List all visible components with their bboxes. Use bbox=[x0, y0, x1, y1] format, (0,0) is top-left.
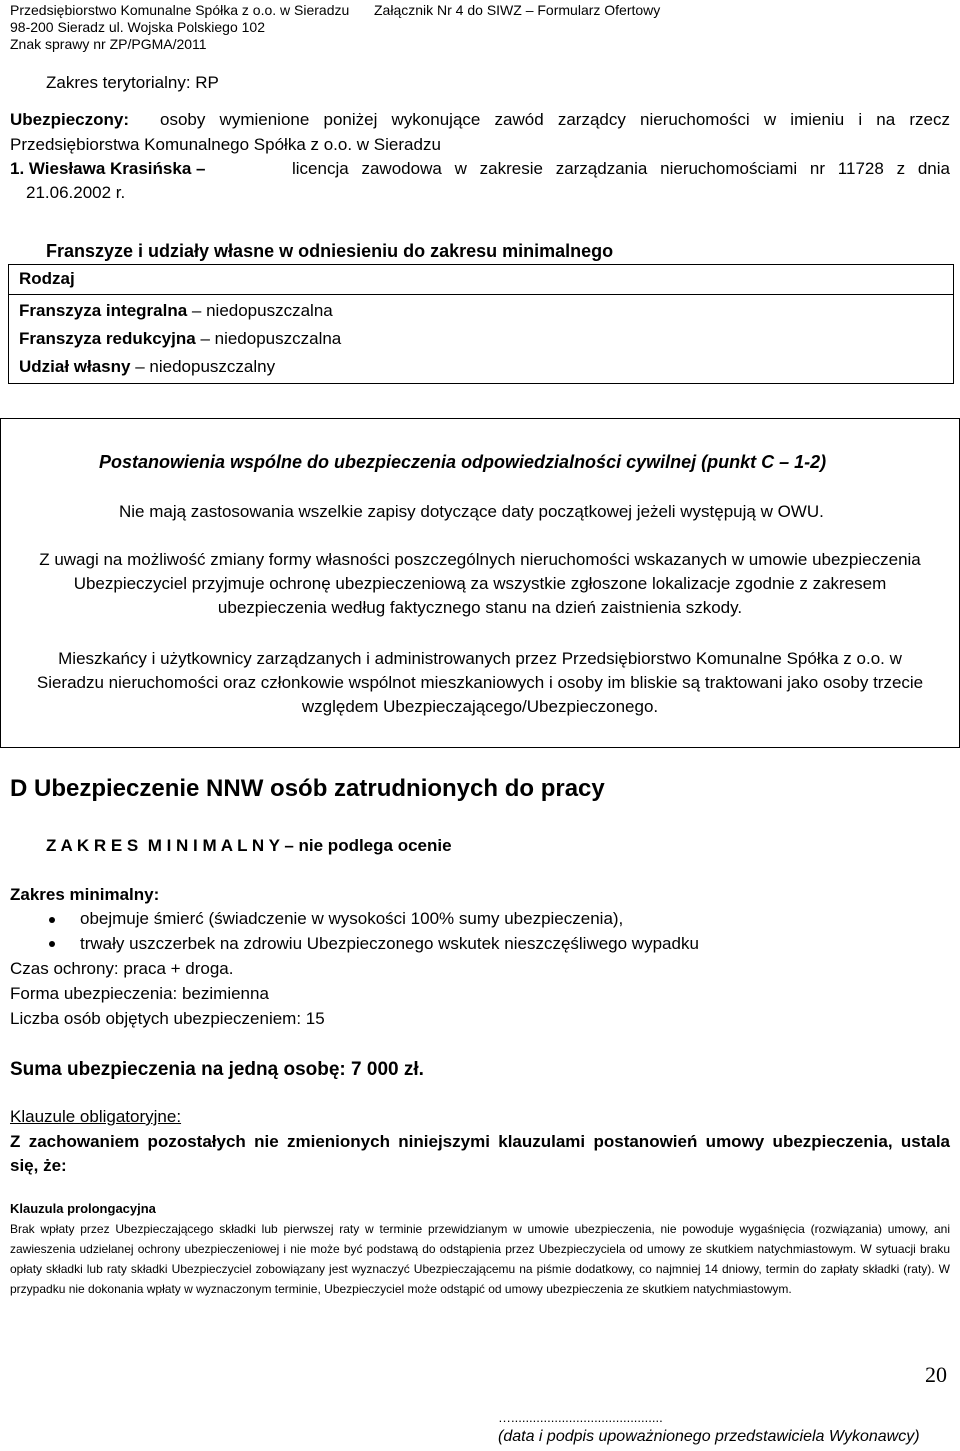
common-provisions-title: Postanowienia wspólne do ubezpieczenia odpowiedzialności cywilnej (punkt C – 1-2) bbox=[99, 452, 827, 472]
common-provisions-p2-line3: ubezpieczenia według faktycznego stanu na dzień zaistnienia szkody. bbox=[217, 598, 743, 617]
header-company: Przedsiębiorstwo Komunalne Spółka z o.o. w Sieradzu bbox=[10, 2, 350, 18]
franchise-row-value: – niedopuszczalna bbox=[191, 301, 333, 320]
common-provisions-p2-line2: Ubezpieczyciel przyjmuje ochronę ubezpieczeniową za wszystkie zgłoszone lokalizacje zgodnie z zakresem bbox=[73, 574, 887, 593]
common-provisions-p1: Nie mają zastosowania wszelkie zapisy dotyczące daty początkowej jeżeli występują w OWU. bbox=[119, 502, 824, 521]
table-divider bbox=[9, 294, 953, 295]
franchise-column-header: Rodzaj bbox=[19, 269, 75, 288]
mandatory-clauses-label: Klauzule obligatoryjne: bbox=[10, 1107, 182, 1126]
franchise-row-label: Franszyza redukcyjna bbox=[19, 329, 196, 348]
common-provisions-p3-line1: Mieszkańcy i użytkownicy zarządzanych i administrowanych przez Przedsiębiorstwo Komunalne Spółka z o.o. w bbox=[58, 649, 902, 668]
header-address: 98-200 Sieradz ul. Wojska Polskiego 102 bbox=[10, 19, 266, 35]
insured-person-name: 1. Wiesława Krasińska – bbox=[10, 159, 206, 178]
prolongation-clause-text: Brak wpłaty przez Ubezpieczającego składki lub pierwszej raty w terminie przewidzianym w umowie ubezpieczenia, nie powoduje wygaśnięcia (rozwiązania) umowy, ani zawieszenia udzielanej ochrony ubezpieczeniowej i nie może być podstawą do odstąpienia przez Ubezpieczyciela od umowy ze skutkiem natychmiastowym. W sytuacji braku opłaty składki lub raty składki Ubezpieczyciel zobowiązany jest wyznaczyć Ubezpieczającemu na piśmie dodatkowy, co najmniej 14 dniowy, termin do zapłaty składki (raty). W przypadku nie dokonania wpłaty w wyznaczonym terminie, Ubezpieczyciel może odstąpić od umowy ubezpieczenia ze skutkiem natychmiastowym. bbox=[10, 1222, 950, 1296]
section-d-subtitle: Z A K R E S M I N I M A L N Y – nie podlega ocenie bbox=[46, 836, 452, 855]
minimum-scope-label bbox=[10, 884, 159, 906]
insured-person-date: 21.06.2002 r. bbox=[26, 183, 126, 202]
minimum-scope-label-text: Zakres minimalny: bbox=[10, 885, 160, 904]
insured-line-2: Przedsiębiorstwa Komunalnego Spółka z o.o. w Sieradzu bbox=[10, 135, 441, 154]
bullet-icon bbox=[49, 941, 55, 947]
protection-time: Czas ochrony: praca + droga. bbox=[10, 959, 234, 978]
franchise-row-value: – niedopuszczalny bbox=[135, 357, 276, 376]
franchise-row-label: Udział własny bbox=[19, 357, 131, 376]
insured-line-1: osoby wymienione poniżej wykonujące zawód zarządcy nieruchomości w imieniu i na rzecz bbox=[160, 110, 950, 129]
franchise-row-integral bbox=[19, 300, 333, 322]
clauses-intro-line2: się, że: bbox=[10, 1156, 67, 1175]
signature-dots: ….......................................... bbox=[498, 1410, 663, 1425]
franchise-row-reduction bbox=[19, 328, 341, 350]
prolongation-clause-title: Klauzula prolongacyjna bbox=[10, 1201, 156, 1216]
insured-persons-count: Liczba osób objętych ubezpieczeniem: 15 bbox=[10, 1009, 325, 1028]
section-d-title: D Ubezpieczenie NNW osób zatrudnionych do pracy bbox=[10, 775, 605, 802]
header-case-number: Znak sprawy nr ZP/PGMA/2011 bbox=[10, 36, 207, 52]
insured-person-licence: licencja zawodowa w zakresie zarządzania nieruchomościami nr 11728 z dnia bbox=[292, 159, 950, 178]
bullet-icon bbox=[49, 917, 55, 923]
franchise-row-own-share bbox=[19, 356, 275, 378]
signature-caption: (data i podpis upoważnionego przedstawiciela Wykonawcy) bbox=[498, 1428, 920, 1445]
franchise-row-label: Franszyza integralna bbox=[19, 301, 188, 320]
common-provisions-box bbox=[0, 418, 960, 748]
insured-label: Ubezpieczony: bbox=[10, 110, 130, 129]
clauses-intro-line1: Z zachowaniem pozostałych nie zmienionych niniejszymi klauzulami postanowień umowy ubezpieczenia, ustala bbox=[10, 1132, 950, 1151]
common-provisions-p3-line2: Sieradzu nieruchomości oraz członkowie wspólnot mieszkaniowych i osoby im bliskie są traktowani jako osoby trzecie bbox=[36, 673, 924, 692]
page-number: 20 bbox=[925, 1362, 947, 1387]
sum-insured: Suma ubezpieczenia na jedną osobę: 7 000 zł. bbox=[10, 1059, 424, 1080]
common-provisions-p2-line1: Z uwagi na możliwość zmiany formy własności poszczególnych nieruchomości wskazanych w umowie ubezpieczenia bbox=[39, 550, 921, 569]
header-attachment: Załącznik Nr 4 do SIWZ – Formularz Ofertowy bbox=[374, 2, 661, 18]
insurance-form: Forma ubezpieczenia: bezimienna bbox=[10, 984, 269, 1003]
territorial-scope: Zakres terytorialny: RP bbox=[46, 73, 219, 92]
franchise-row-value: – niedopuszczalna bbox=[200, 329, 342, 348]
scope-bullet-2: trwały uszczerbek na zdrowiu Ubezpieczonego wskutek nieszczęśliwego wypadku bbox=[80, 934, 699, 953]
scope-bullet-1: obejmuje śmierć (świadczenie w wysokości 100% sumy ubezpieczenia), bbox=[80, 909, 624, 928]
common-provisions-p3-line3: względem Ubezpieczającego/Ubezpieczonego. bbox=[301, 697, 659, 716]
franchise-table bbox=[8, 264, 954, 384]
franchise-title: Franszyze i udziały własne w odniesieniu do zakresu minimalnego bbox=[46, 241, 614, 261]
